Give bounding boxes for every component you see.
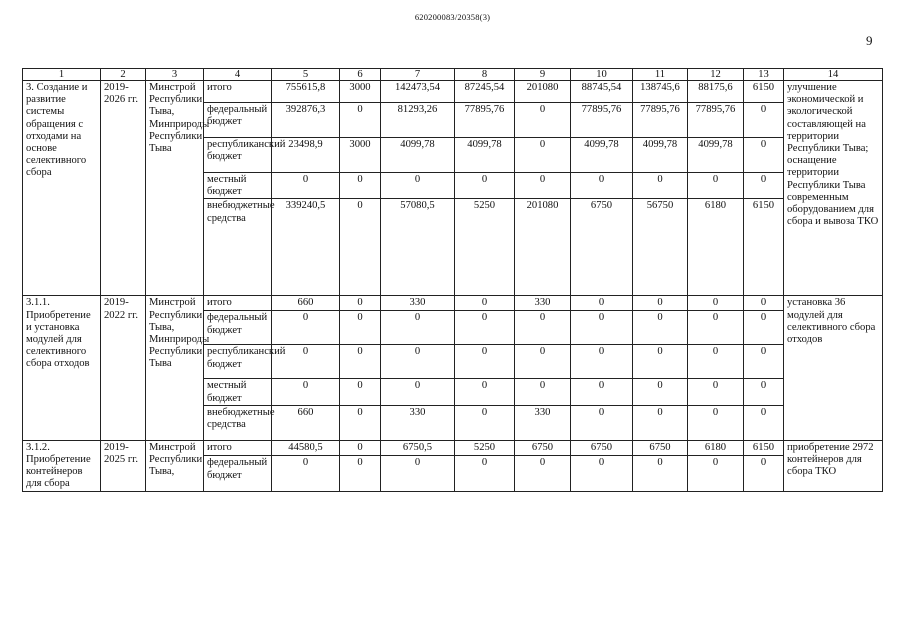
amount-cell: 0 [340, 103, 381, 138]
amount-cell: 4099,78 [381, 138, 455, 173]
amount-cell: 0 [688, 379, 744, 405]
amount-cell: 0 [688, 296, 744, 311]
amount-cell: 330 [381, 405, 455, 440]
amount-cell: 0 [272, 173, 340, 199]
funding-source: итого [204, 81, 272, 103]
amount-cell: 0 [455, 456, 515, 491]
amount-cell: 0 [381, 379, 455, 405]
funding-source: местный бюджет [204, 173, 272, 199]
column-number: 7 [381, 69, 455, 81]
amount-cell: 0 [381, 173, 455, 199]
amount-cell: 0 [340, 199, 381, 296]
column-number: 1 [23, 69, 101, 81]
amount-cell: 88175,6 [688, 81, 744, 103]
funding-source: внебюджетные средства [204, 199, 272, 296]
funding-source: республиканский бюджет [204, 138, 272, 173]
amount-cell: 4099,78 [455, 138, 515, 173]
amount-cell: 0 [633, 379, 688, 405]
amount-cell: 0 [744, 405, 784, 440]
amount-cell: 0 [381, 456, 455, 491]
column-number: 6 [340, 69, 381, 81]
amount-cell: 0 [571, 405, 633, 440]
amount-cell: 0 [381, 345, 455, 379]
amount-cell: 6750 [571, 440, 633, 456]
amount-cell: 5250 [455, 440, 515, 456]
amount-cell: 0 [340, 296, 381, 311]
budget-table [22, 68, 883, 492]
amount-cell: 0 [340, 345, 381, 379]
amount-cell: 56750 [633, 199, 688, 296]
table-row [23, 296, 883, 311]
amount-cell: 0 [340, 173, 381, 199]
amount-cell: 392876,3 [272, 103, 340, 138]
amount-cell: 44580,5 [272, 440, 340, 456]
column-number: 11 [633, 69, 688, 81]
section-period: 2019-2022 гг. [101, 296, 146, 440]
amount-cell: 0 [633, 345, 688, 379]
amount-cell: 0 [571, 345, 633, 379]
amount-cell: 0 [744, 103, 784, 138]
section-title: 3. Создание и развитие системы обращения с отходами на основе селективного сбора [23, 81, 101, 296]
amount-cell: 330 [381, 296, 455, 311]
amount-cell: 6180 [688, 440, 744, 456]
amount-cell: 6150 [744, 440, 784, 456]
amount-cell: 23498,9 [272, 138, 340, 173]
amount-cell: 0 [688, 345, 744, 379]
column-number: 13 [744, 69, 784, 81]
amount-cell: 0 [744, 173, 784, 199]
amount-cell: 0 [515, 379, 571, 405]
section-title: 3.1.1. Приобретение и установка модулей для селективного сбора отходов [23, 296, 101, 440]
amount-cell: 6150 [744, 199, 784, 296]
amount-cell: 330 [515, 405, 571, 440]
amount-cell: 0 [571, 379, 633, 405]
amount-cell: 0 [515, 456, 571, 491]
amount-cell: 0 [340, 456, 381, 491]
section-title: 3.1.2. Приобретение контейнеров для сбора [23, 440, 101, 491]
amount-cell: 339240,5 [272, 199, 340, 296]
amount-cell: 0 [272, 345, 340, 379]
amount-cell: 5250 [455, 199, 515, 296]
amount-cell: 0 [633, 173, 688, 199]
amount-cell: 77895,76 [688, 103, 744, 138]
amount-cell: 0 [272, 311, 340, 345]
amount-cell: 57080,5 [381, 199, 455, 296]
amount-cell: 6150 [744, 81, 784, 103]
amount-cell: 201080 [515, 81, 571, 103]
amount-cell: 660 [272, 296, 340, 311]
amount-cell: 0 [633, 405, 688, 440]
amount-cell: 4099,78 [571, 138, 633, 173]
funding-source: республиканский бюджет [204, 345, 272, 379]
document-id: 620200083/20358(3) [414, 12, 491, 22]
column-number: 4 [204, 69, 272, 81]
amount-cell: 6180 [688, 199, 744, 296]
column-number: 14 [784, 69, 883, 81]
section-period: 2019-2026 гг. [101, 81, 146, 296]
column-number: 10 [571, 69, 633, 81]
amount-cell: 0 [515, 138, 571, 173]
amount-cell: 0 [455, 173, 515, 199]
amount-cell: 0 [633, 296, 688, 311]
amount-cell: 0 [340, 440, 381, 456]
amount-cell: 77895,76 [455, 103, 515, 138]
column-number: 8 [455, 69, 515, 81]
amount-cell: 77895,76 [633, 103, 688, 138]
amount-cell: 0 [515, 173, 571, 199]
amount-cell: 0 [455, 379, 515, 405]
amount-cell: 0 [688, 405, 744, 440]
section-executor: Минстрой Республики Тыва, Минприроды Республики Тыва [146, 296, 204, 440]
page-number: 9 [866, 33, 873, 48]
amount-cell: 0 [571, 173, 633, 199]
funding-source: федеральный бюджет [204, 103, 272, 138]
amount-cell: 0 [340, 311, 381, 345]
amount-cell: 0 [515, 103, 571, 138]
amount-cell: 6750,5 [381, 440, 455, 456]
amount-cell: 0 [272, 379, 340, 405]
column-number: 2 [101, 69, 146, 81]
amount-cell: 0 [571, 311, 633, 345]
amount-cell: 87245,54 [455, 81, 515, 103]
amount-cell: 0 [340, 405, 381, 440]
table-row [23, 81, 883, 103]
funding-source: местный бюджет [204, 379, 272, 405]
amount-cell: 0 [633, 456, 688, 491]
amount-cell: 77895,76 [571, 103, 633, 138]
section-executor: Минстрой Республики Тыва, Минприроды Республики Тыва [146, 81, 204, 296]
amount-cell: 6750 [571, 199, 633, 296]
column-number: 5 [272, 69, 340, 81]
amount-cell: 0 [744, 296, 784, 311]
amount-cell: 0 [455, 405, 515, 440]
funding-source: итого [204, 440, 272, 456]
column-number: 3 [146, 69, 204, 81]
amount-cell: 0 [455, 296, 515, 311]
amount-cell: 6750 [515, 440, 571, 456]
section-period: 2019-2025 гг. [101, 440, 146, 491]
column-number: 9 [515, 69, 571, 81]
amount-cell: 0 [340, 379, 381, 405]
amount-cell: 0 [455, 311, 515, 345]
amount-cell: 4099,78 [633, 138, 688, 173]
column-number-row [23, 69, 883, 81]
amount-cell: 0 [744, 311, 784, 345]
amount-cell: 138745,6 [633, 81, 688, 103]
table-row [23, 440, 883, 456]
amount-cell: 4099,78 [688, 138, 744, 173]
amount-cell: 0 [744, 456, 784, 491]
amount-cell: 201080 [515, 199, 571, 296]
amount-cell: 0 [633, 311, 688, 345]
table-body [23, 69, 883, 492]
amount-cell: 3000 [340, 138, 381, 173]
section-result: установка 36 модулей для селективного сбора отходов [784, 296, 883, 440]
amount-cell: 0 [381, 311, 455, 345]
amount-cell: 660 [272, 405, 340, 440]
amount-cell: 88745,54 [571, 81, 633, 103]
section-result: приобретение 2972 контейнеров для сбора ТКО [784, 440, 883, 491]
amount-cell: 330 [515, 296, 571, 311]
funding-source: федеральный бюджет [204, 311, 272, 345]
amount-cell: 0 [688, 456, 744, 491]
amount-cell: 0 [571, 296, 633, 311]
amount-cell: 0 [688, 173, 744, 199]
amount-cell: 142473,54 [381, 81, 455, 103]
amount-cell: 0 [744, 138, 784, 173]
section-executor: Минстрой Республики Тыва, [146, 440, 204, 491]
amount-cell: 0 [688, 311, 744, 345]
funding-source: итого [204, 296, 272, 311]
amount-cell: 0 [515, 311, 571, 345]
funding-source: внебюджетные средства [204, 405, 272, 440]
amount-cell: 81293,26 [381, 103, 455, 138]
amount-cell: 0 [744, 379, 784, 405]
funding-source: федеральный бюджет [204, 456, 272, 491]
column-number: 12 [688, 69, 744, 81]
amount-cell: 0 [272, 456, 340, 491]
amount-cell: 0 [455, 345, 515, 379]
amount-cell: 755615,8 [272, 81, 340, 103]
amount-cell: 3000 [340, 81, 381, 103]
amount-cell: 6750 [633, 440, 688, 456]
amount-cell: 0 [515, 345, 571, 379]
section-result: улучшение экономической и экологической составляющей на территории Республики Тыва; оснащение территории Республики Тыва современным оборудованием для сбора и вывоза ТКО [784, 81, 883, 296]
amount-cell: 0 [744, 345, 784, 379]
amount-cell: 0 [571, 456, 633, 491]
